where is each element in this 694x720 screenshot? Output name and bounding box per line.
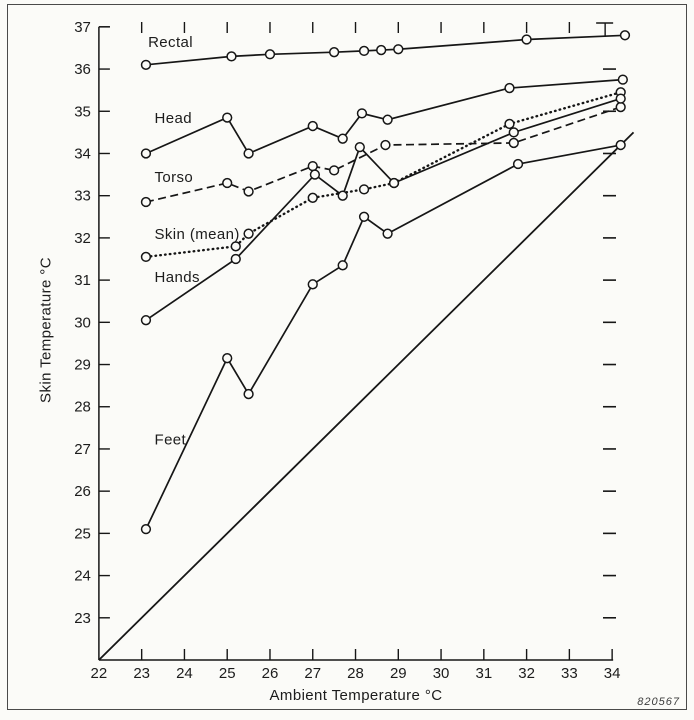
data-point-torso bbox=[308, 162, 317, 171]
data-point-hands bbox=[616, 94, 625, 103]
data-point-skin-mean bbox=[308, 193, 317, 202]
data-point-head bbox=[505, 84, 514, 93]
y-axis-title: Skin Temperature °C bbox=[37, 257, 55, 403]
data-point-hands bbox=[231, 255, 240, 264]
data-point-feet bbox=[338, 261, 347, 270]
data-point-head bbox=[618, 75, 627, 84]
series-line-hands bbox=[146, 99, 621, 321]
data-point-head bbox=[308, 122, 317, 131]
data-point-rectal bbox=[377, 46, 386, 55]
data-point-feet bbox=[142, 525, 151, 534]
data-point-hands bbox=[355, 143, 364, 152]
data-point-skin-mean bbox=[142, 252, 151, 261]
series-line-feet bbox=[146, 145, 621, 529]
data-point-head bbox=[338, 134, 347, 143]
x-tick-label: 22 bbox=[90, 665, 108, 682]
x-axis-ticks bbox=[142, 649, 612, 660]
x-axis-title: Ambient Temperature °C bbox=[269, 687, 443, 704]
data-point-hands bbox=[509, 128, 518, 137]
y-tick-label: 26 bbox=[74, 483, 91, 501]
x-tick-label: 34 bbox=[603, 665, 621, 682]
y-tick-label: 36 bbox=[74, 61, 91, 79]
data-point-feet bbox=[244, 390, 253, 399]
x-tick-label: 25 bbox=[218, 665, 236, 682]
x-tick-label: 32 bbox=[518, 665, 535, 682]
x-tick-label: 29 bbox=[389, 665, 407, 682]
y-tick-label: 25 bbox=[74, 525, 91, 543]
data-point-rectal bbox=[394, 45, 403, 54]
x-tick-label: 26 bbox=[261, 665, 279, 682]
data-point-rectal bbox=[621, 31, 630, 40]
y-tick-label: 33 bbox=[74, 187, 91, 205]
data-point-skin-mean bbox=[231, 242, 240, 251]
data-point-rectal bbox=[330, 48, 339, 57]
data-point-skin-mean bbox=[505, 120, 514, 129]
series-lines bbox=[146, 35, 625, 529]
series-label-rectal: Rectal bbox=[148, 34, 194, 52]
y-tick-label: 37 bbox=[74, 18, 91, 36]
y-tick-label: 34 bbox=[74, 145, 91, 163]
data-point-rectal bbox=[522, 35, 531, 44]
y-axis-ticks bbox=[99, 27, 110, 618]
data-point-feet bbox=[616, 141, 625, 150]
data-point-rectal bbox=[227, 52, 236, 61]
y-tick-label: 23 bbox=[74, 609, 91, 627]
y-tick-label: 32 bbox=[74, 229, 91, 247]
y-tick-label: 31 bbox=[74, 272, 91, 290]
series-label-feet: Feet bbox=[154, 431, 187, 449]
x-tick-label: 33 bbox=[561, 665, 578, 682]
data-point-head bbox=[358, 109, 367, 118]
data-point-rectal bbox=[142, 60, 151, 69]
data-point-feet bbox=[223, 354, 232, 363]
data-point-torso bbox=[330, 166, 339, 175]
y-tick-label: 30 bbox=[74, 314, 91, 332]
data-point-hands bbox=[142, 316, 151, 325]
series-labels bbox=[148, 34, 240, 449]
x-tick-label: 23 bbox=[133, 665, 151, 682]
y-tick-label: 35 bbox=[74, 103, 91, 121]
series-label-torso: Torso bbox=[154, 169, 194, 187]
reference-line-ambient-equals-skin bbox=[99, 132, 634, 660]
y-tick-label: 27 bbox=[74, 440, 91, 458]
series-label-hands: Hands bbox=[154, 269, 200, 287]
data-point-skin-mean bbox=[360, 185, 369, 194]
figure-number: 820567 bbox=[637, 696, 680, 708]
x-tick-label: 24 bbox=[176, 665, 193, 682]
data-point-hands bbox=[338, 191, 347, 200]
data-point-hands bbox=[310, 170, 319, 179]
data-point-feet bbox=[360, 212, 369, 221]
data-point-skin-mean bbox=[244, 229, 253, 238]
data-point-torso bbox=[244, 187, 253, 196]
y-axis-tick-labels bbox=[74, 19, 91, 627]
x-tick-label: 28 bbox=[347, 665, 364, 682]
data-point-feet bbox=[308, 280, 317, 289]
x-tick-label: 27 bbox=[304, 665, 322, 682]
x-tick-label: 31 bbox=[475, 665, 493, 682]
data-point-rectal bbox=[360, 47, 369, 56]
data-point-rectal bbox=[266, 50, 275, 59]
y-tick-label: 28 bbox=[74, 398, 91, 416]
y-tick-label: 29 bbox=[74, 356, 91, 374]
data-point-head bbox=[244, 149, 253, 158]
data-point-torso bbox=[142, 198, 151, 207]
x-axis-tick-labels bbox=[91, 665, 621, 682]
data-point-torso bbox=[616, 103, 625, 112]
top-ticks bbox=[142, 22, 613, 37]
data-point-hands bbox=[390, 179, 399, 188]
data-point-feet bbox=[383, 229, 392, 238]
series-label-head: Head bbox=[154, 110, 192, 128]
series-markers bbox=[142, 31, 630, 534]
data-point-torso bbox=[509, 139, 518, 148]
data-point-head bbox=[142, 149, 151, 158]
series-label-skin-mean: Skin (mean) bbox=[154, 226, 240, 244]
reference-line bbox=[99, 132, 634, 660]
data-point-head bbox=[383, 115, 392, 124]
y-tick-label: 24 bbox=[74, 567, 91, 585]
data-point-torso bbox=[223, 179, 232, 188]
data-point-feet bbox=[514, 160, 523, 169]
data-point-torso bbox=[381, 141, 390, 150]
data-point-head bbox=[223, 113, 232, 122]
x-tick-label: 30 bbox=[432, 665, 450, 682]
